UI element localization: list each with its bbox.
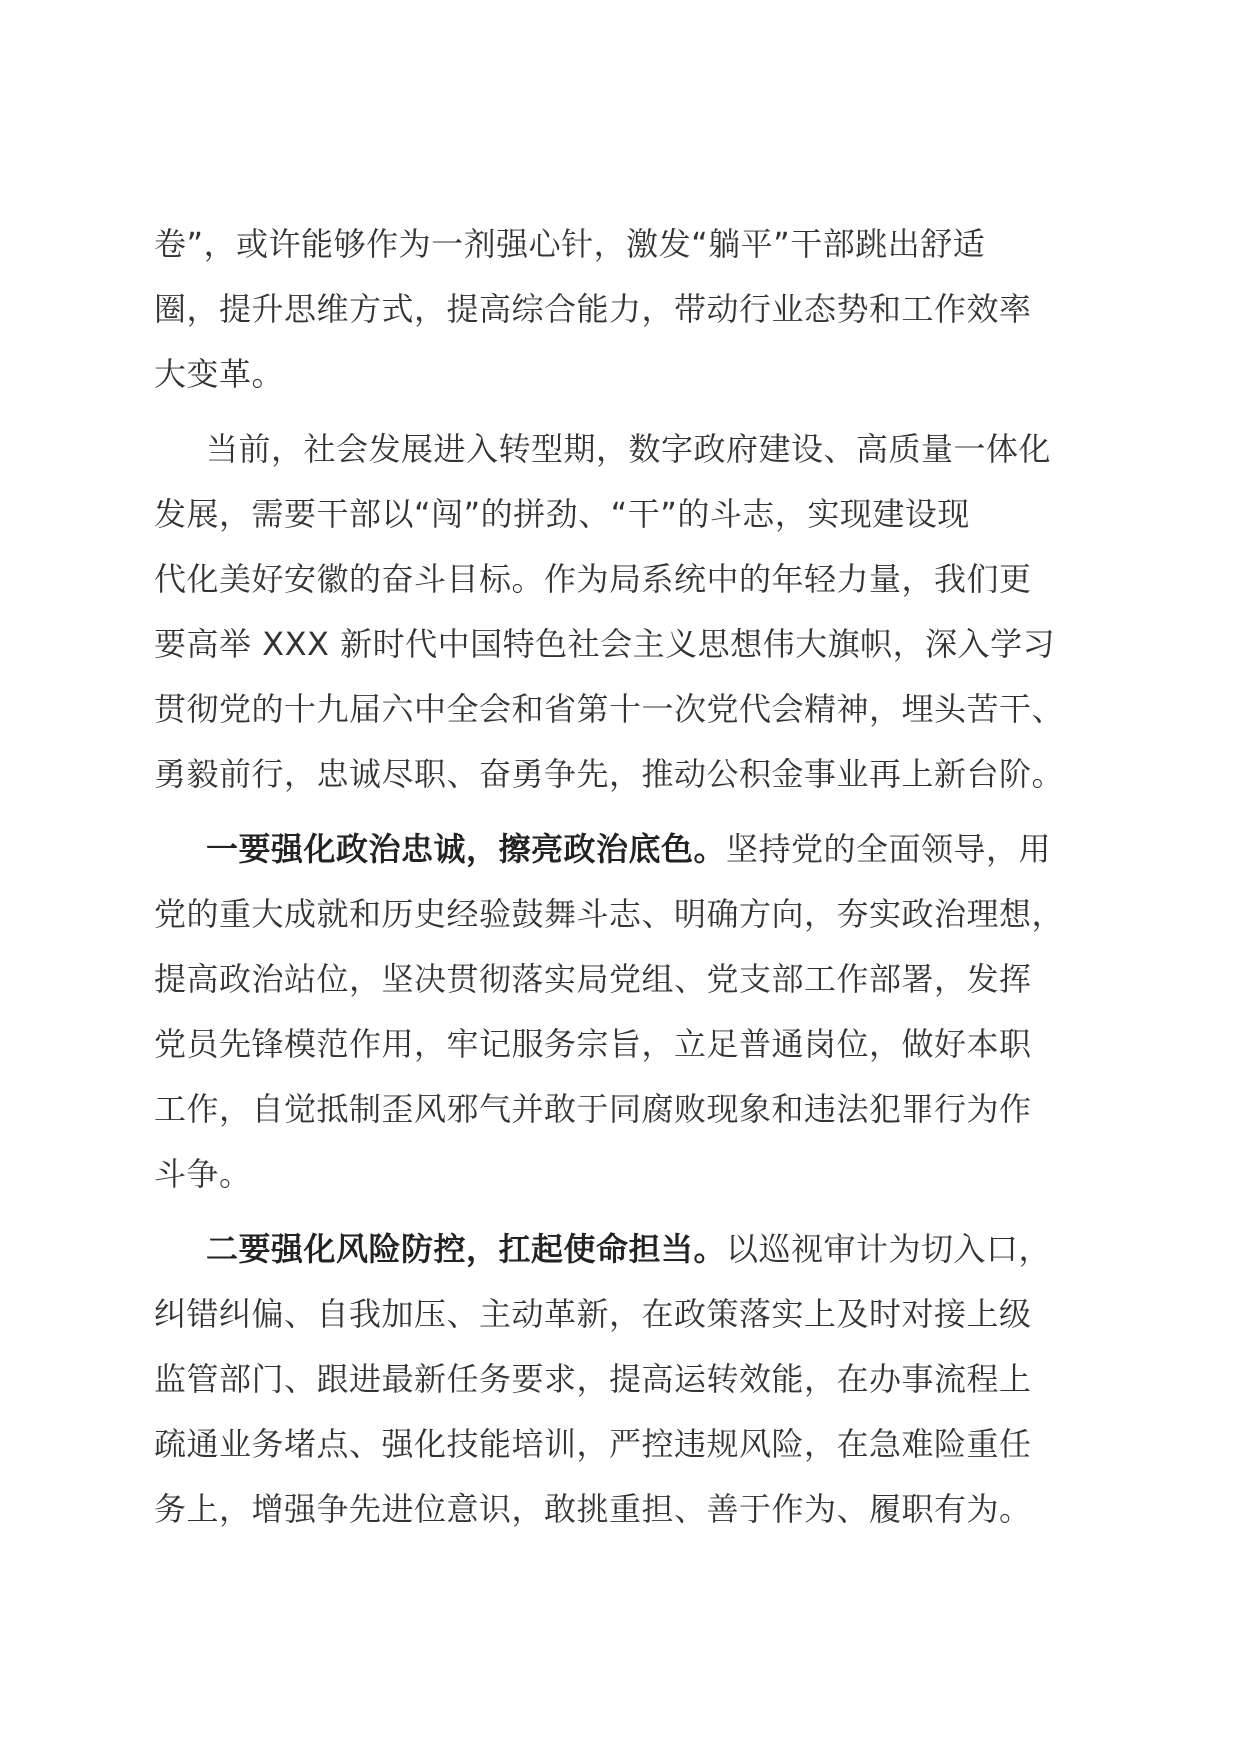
paragraph-text: 以巡视审计为切入口， 纠错纠偏、自我加压、主动革新，在政策落实上及时对接上级 监管部门、跟进最新任务要求，提高运转效能，在办事流程上 疏通业务堵点、强化技能培训，严控违规风险，在急难险重任 务上，增强争先进位意识，敢挑重担、善于作为、履职有为。 (154, 1230, 1052, 1528)
paragraph-text: 坚持党的全面领导，用 党的重大成就和历史经验鼓舞斗志、明确方向，夯实政治理想， 提高政治站位，坚决贯彻落实局党组、党支部工作部署，发挥 党员先锋模范作用，牢记服务宗旨，立足普通岗位，做好本职 工作，自觉抵制歪风邪气并敢于同腐败现象和违法犯罪行为作 斗争。 (154, 830, 1065, 1193)
paragraph-continuation (154, 212, 1094, 407)
paragraph-risk-control (154, 1217, 1094, 1542)
paragraph-text: 当前，社会发展进入转型期，数字政府建设、高质量一体化 发展，需要干部以“闯”的拼劲、“干”的斗志，实现建设现 代化美好安徽的奋斗目标。作为局系统中的年轻力量，我们更 要高举 XXX 新时代中国特色社会主义思想伟大旗帜，深入学习 贯彻党的十九届六中全会和省第十一次党代会精神，埋头苦干、 勇毅前行，忠诚尽职、奋勇争先，推动公积金事业再上新台阶。 (154, 430, 1065, 793)
paragraph-political-loyalty (154, 817, 1094, 1207)
paragraph-current-situation (154, 417, 1094, 807)
paragraph-lead-heading: 一要强化政治忠诚，擦亮政治底色。 (206, 830, 727, 868)
paragraph-text: 卷”，或许能够作为一剂强心针，激发“躺平”干部跳出舒适 圈，提升思维方式，提高综合能力，带动行业态势和工作效率 大变革。 (154, 225, 1032, 393)
paragraph-lead-heading: 二要强化风险防控，扛起使命担当。 (206, 1230, 727, 1268)
document-body (154, 212, 1094, 1552)
